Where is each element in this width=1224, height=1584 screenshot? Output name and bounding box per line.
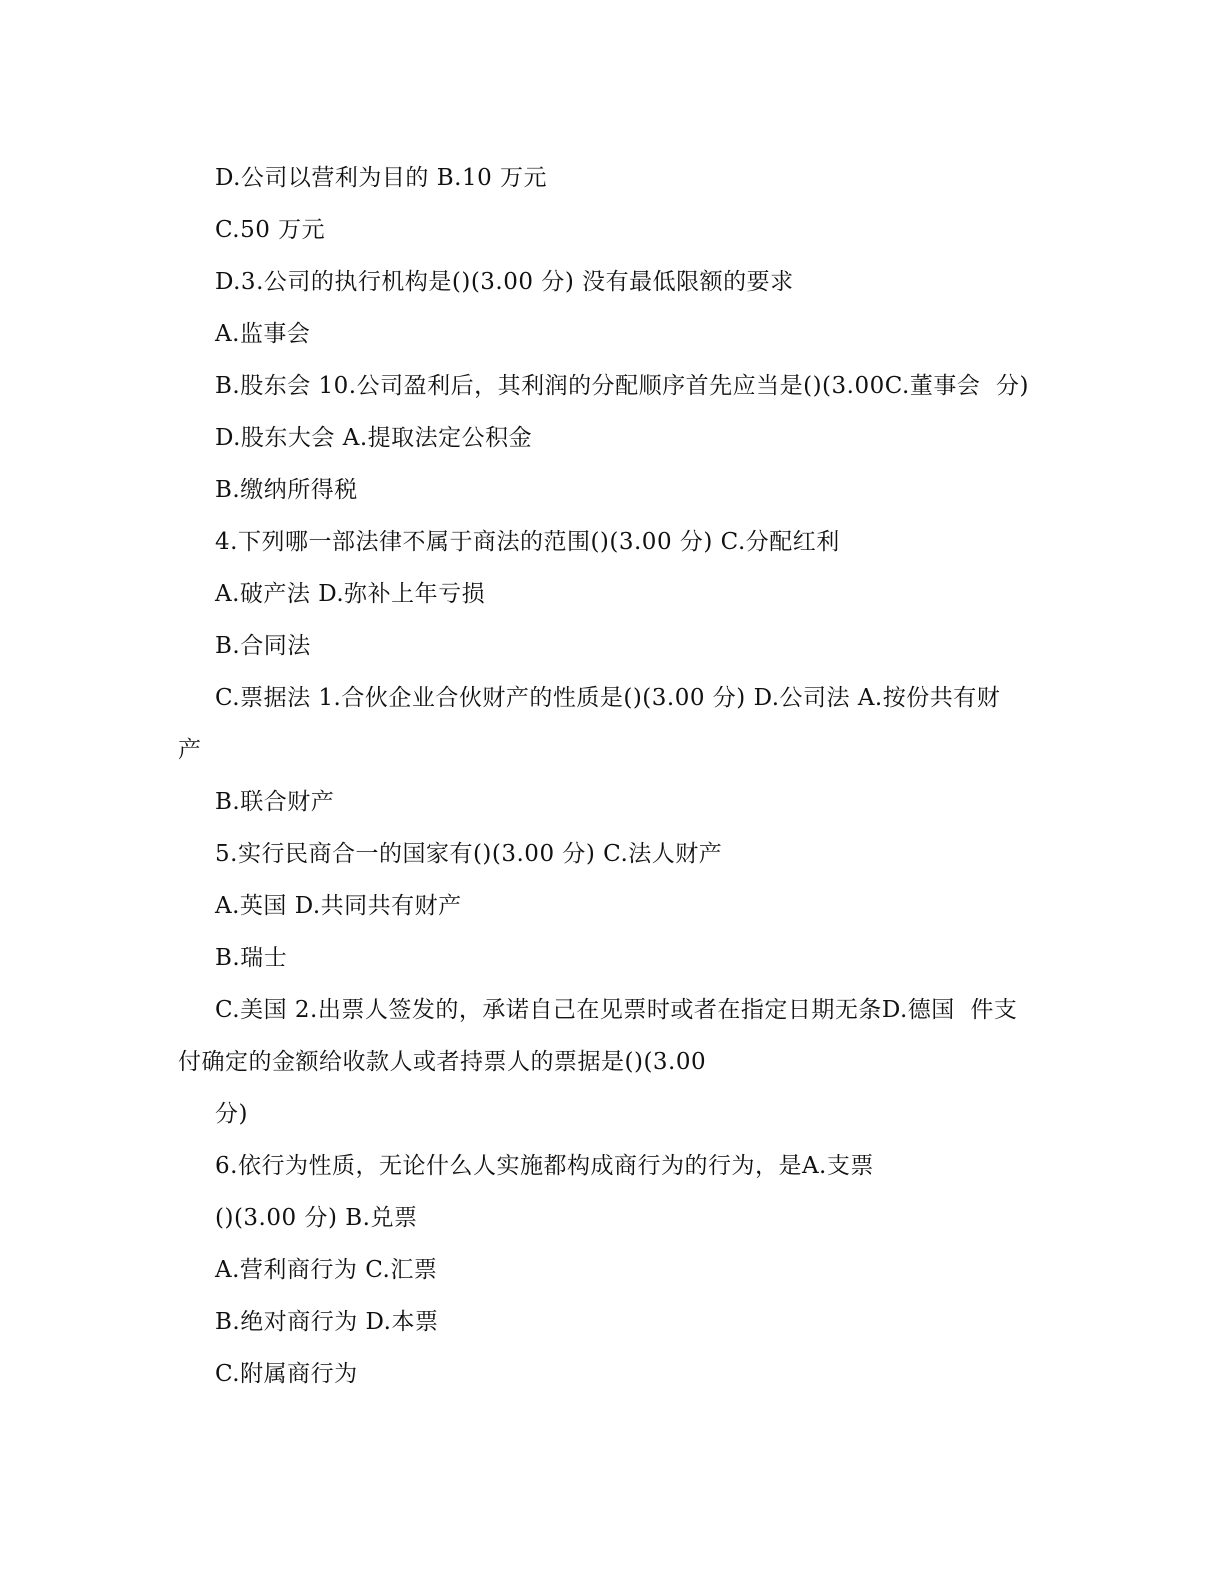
text-line: D.3.公司的执行机构是()(3.00 分) 没有最低限额的要求 [215,269,794,295]
text-line: D.公司以营利为目的 B.10 万元 [215,165,548,191]
text-line: C.美国 2.出票人签发的，承诺自己在见票时或者在指定日期无条D.德国 件支 [215,997,1018,1023]
text-line: B.联合财产 [215,789,335,815]
text-line: 产 [178,737,202,763]
text-line: B.瑞士 [215,945,288,971]
text-line: A.监事会 [215,321,311,347]
text-line: B.绝对商行为 D.本票 [215,1309,439,1335]
text-line: D.股东大会 A.提取法定公积金 [215,425,533,451]
text-line: A.营利商行为 C.汇票 [215,1257,438,1283]
text-line: 4.下列哪一部法律不属于商法的范围()(3.00 分) C.分配红利 [215,529,840,555]
text-line: ()(3.00 分) B.兑票 [215,1205,418,1231]
text-line: B.合同法 [215,633,311,659]
text-line: 分) [215,1101,248,1127]
text-line: C.50 万元 [215,217,326,243]
text-line: B.缴纳所得税 [215,477,358,503]
text-line: 付确定的金额给收款人或者持票人的票据是()(3.00 [178,1049,707,1075]
text-line: C.票据法 1.合伙企业合伙财产的性质是()(3.00 分) D.公司法 A.按份共有财 [215,685,1001,711]
text-line: C.附属商行为 [215,1361,358,1387]
text-line: 5.实行民商合一的国家有()(3.00 分) C.法人财产 [215,841,723,867]
text-line: B.股东会 10.公司盈利后，其利润的分配顺序首先应当是()(3.00C.董事会 分) [215,373,1029,399]
text-line: 6.依行为性质，无论什么人实施都构成商行为的行为，是A.支票 [215,1153,874,1179]
text-line: A.英国 D.共同共有财产 [215,893,462,919]
text-line: A.破产法 D.弥补上年亏损 [215,581,486,607]
